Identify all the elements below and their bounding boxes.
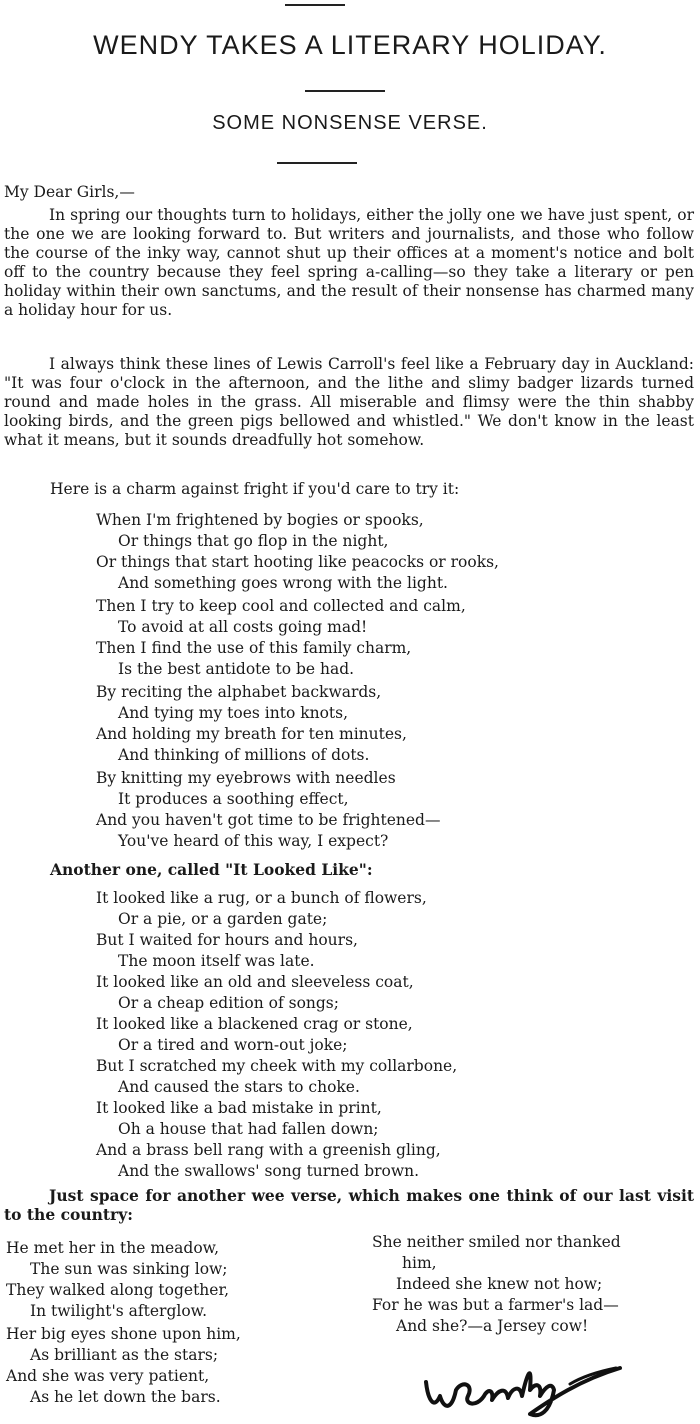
poem-line: And caused the stars to choke. xyxy=(118,1078,360,1096)
stanza xyxy=(96,510,499,594)
poem-line: And a brass bell rang with a greenish gling, xyxy=(96,1141,441,1159)
title-rule xyxy=(305,90,385,92)
poem-line: They walked along together, xyxy=(6,1281,230,1299)
poem-line: Or a tired and worn-out joke; xyxy=(118,1036,348,1054)
poem-line: him, xyxy=(402,1254,437,1272)
poem-line: And tying my toes into knots, xyxy=(118,704,349,722)
poem-line: When I'm frightened by bogies or spooks, xyxy=(96,511,424,529)
stanza xyxy=(96,768,499,852)
poem-line: And the swallows' song turned brown. xyxy=(118,1162,420,1180)
poem-line: As he let down the bars. xyxy=(30,1388,221,1406)
stanza xyxy=(96,682,499,766)
poem-line: Then I find the use of this family charm, xyxy=(96,639,412,657)
wee-verse-intro: Just space for another wee verse, which makes one think of our last visit to the country: xyxy=(4,1186,694,1224)
article-title: WENDY TAKES A LITERARY HOLIDAY. xyxy=(93,30,607,60)
poem-line: By reciting the alphabet backwards, xyxy=(96,683,382,701)
poem-line: She neither smiled nor thanked xyxy=(372,1233,621,1251)
poem-line: In twilight's afterglow. xyxy=(30,1302,208,1320)
poem-line: Then I try to keep cool and collected and calm, xyxy=(96,597,466,615)
poem-line: Is the best antidote to be had. xyxy=(118,660,355,678)
looked-like-intro: Another one, called "It Looked Like": xyxy=(50,860,373,879)
poem-line: But I waited for hours and hours, xyxy=(96,931,358,949)
poem-line: Her big eyes shone upon him, xyxy=(6,1325,241,1343)
paragraph-1: In spring our thoughts turn to holidays, either the jolly one we have just spent, or the one we are looking forward to. But writers and journalists, and those who follow the course of the inky way, cannot shut up their offices at a moment's notice and bolt off to the country because they feel spring a-calling—so they take a literary or pen holiday within their own sanctums, and the result of their nonsense has charmed many a holiday hour for us. xyxy=(4,206,694,319)
poem-line: For he was but a farmer's lad— xyxy=(372,1296,619,1314)
poem-line: It looked like a rug, or a bunch of flowers, xyxy=(96,889,427,907)
article-subtitle: SOME NONSENSE VERSE. xyxy=(212,112,488,134)
poem-line: Or a pie, or a garden gate; xyxy=(118,910,328,928)
poem-line: The moon itself was late. xyxy=(118,952,315,970)
poem-line: Indeed she knew not how; xyxy=(396,1275,603,1293)
poem-line: And she?—a Jersey cow! xyxy=(396,1317,589,1335)
poem-line: Or a cheap edition of songs; xyxy=(118,994,339,1012)
poem-line: Or things that start hooting like peacocks or rooks, xyxy=(96,553,499,571)
poem-line: But I scratched my cheek with my collarbone, xyxy=(96,1057,458,1075)
poem-line: The sun was sinking low; xyxy=(30,1260,228,1278)
stanza xyxy=(96,596,499,680)
signature xyxy=(420,1360,630,1424)
poem-line: And thinking of millions of dots. xyxy=(118,746,370,764)
poem-line: It looked like a bad mistake in print, xyxy=(96,1099,382,1117)
poem-line: And you haven't got time to be frightened— xyxy=(96,811,441,829)
signature-graphic xyxy=(420,1360,630,1420)
poem-line: As brilliant as the stars; xyxy=(30,1346,219,1364)
poem-line: It produces a soothing effect, xyxy=(118,790,349,808)
poem-line: You've heard of this way, I expect? xyxy=(118,832,389,850)
poem-line: By knitting my eyebrows with needles xyxy=(96,769,396,787)
poem-line: And holding my breath for ten minutes, xyxy=(96,725,407,743)
wee-verse-right xyxy=(372,1232,621,1337)
poem-line: It looked like a blackened crag or stone, xyxy=(96,1015,413,1033)
poem-line: He met her in the meadow, xyxy=(6,1239,220,1257)
paragraph-2: I always think these lines of Lewis Carroll's feel like a February day in Auckland: "It was four o'clock in the afternoon, and the lithe and slimy badger lizards turned round and made holes in the grass. All miserable and flimsy were the thin shabby looking birds, and the green pigs bellowed and whistled." We don't know in the least what it means, but it sounds dreadfully hot somehow. xyxy=(4,355,694,449)
greeting: My Dear Girls,— xyxy=(4,183,135,201)
looked-like-poem xyxy=(96,888,457,1182)
subtitle-rule xyxy=(277,162,357,164)
poem-line: And she was very patient, xyxy=(6,1367,210,1385)
poem-line: Or things that go flop in the night, xyxy=(118,532,389,550)
top-rule xyxy=(285,4,345,6)
wee-verse-left xyxy=(6,1238,241,1408)
poem-line: Oh a house that had fallen down; xyxy=(118,1120,379,1138)
poem-line: To avoid at all costs going mad! xyxy=(118,618,368,636)
poem-line: And something goes wrong with the light. xyxy=(118,574,448,592)
charm-intro: Here is a charm against fright if you'd care to try it: xyxy=(50,480,460,498)
charm-poem xyxy=(96,510,499,852)
poem-line: It looked like an old and sleeveless coat, xyxy=(96,973,414,991)
